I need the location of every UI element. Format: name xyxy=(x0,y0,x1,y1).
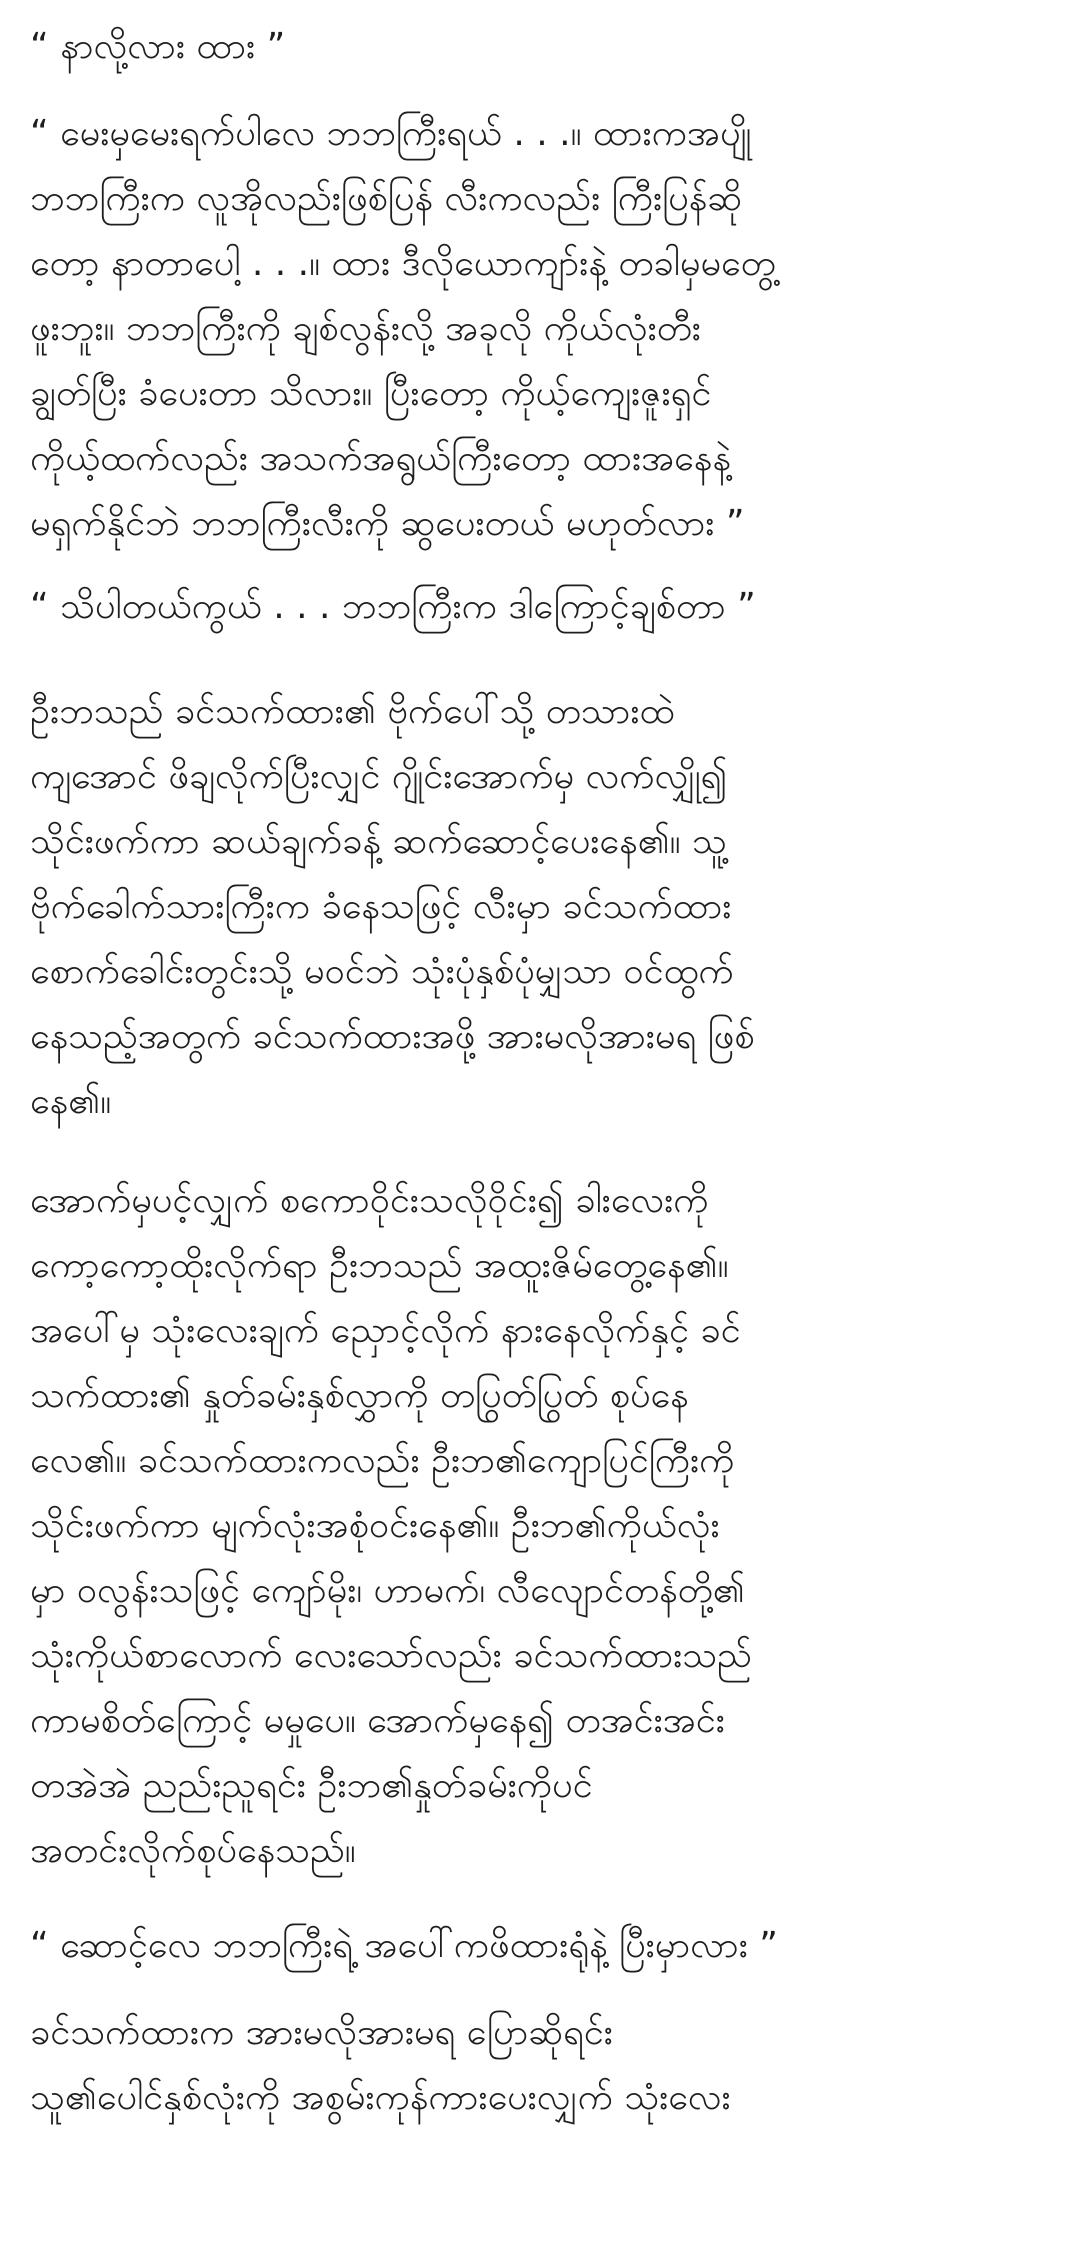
text-line: ဦးဘသည် ခင်သက်ထား၏ ဗိုက်ပေါ်သို့ တသားထဲ xyxy=(30,691,675,732)
dialogue-paragraph xyxy=(30,14,1060,79)
text-line: “ နာလို့လား ထား ” xyxy=(30,26,286,67)
narration-paragraph xyxy=(30,2000,1060,2130)
text-line: အပေါ်မှ သုံးလေးချက် ညှောင့်လိုက် နားနေလိုက်နှင့် ခင် xyxy=(30,1310,741,1351)
text-line: “ သိပါတယ်ကွယ် . . . ဘဘကြီးက ဒါကြောင့်ချစ်တာ ” xyxy=(30,586,756,627)
text-line: သူ၏ပေါင်နှစ်လုံးကို အစွမ်းကုန်ကားပေးလျှက် သုံးလေး xyxy=(30,2077,731,2118)
text-line: မရှက်နိုင်ဘဲ ဘဘကြီးလီးကို ဆွပေးတယ် မဟုတ်လား ” xyxy=(30,503,745,544)
text-line: “ ဆောင့်လေ ဘဘကြီးရဲ့ အပေါ်ကဖိထားရုံနဲ့ ပြီးမှာလား ” xyxy=(30,1925,778,1966)
text-line: ဘဘကြီးက လူအိုလည်းဖြစ်ပြန် လီးကလည်း ကြီးပြန်ဆို xyxy=(30,178,743,219)
dialogue-paragraph xyxy=(30,574,1060,639)
text-line: သိုင်းဖက်ကာ မျက်လုံးအစုံဝင်းနေ၏။ ဦးဘ၏ကိုယ်လုံး xyxy=(30,1505,720,1546)
text-line: ချွတ်ပြီး ခံပေးတာ သိလား။ ပြီးတော့ ကိုယ့်ကျေးဇူးရှင် xyxy=(30,373,712,414)
dialogue-paragraph xyxy=(30,1913,1060,1978)
text-line: တော့ နာတာပေါ့ . . .။ ထား ဒီလိုယောကျာ်းနဲ့ တခါမှမတွေ့ xyxy=(30,243,776,284)
narration-paragraph xyxy=(30,1168,1060,1883)
text-line: တအဲအဲ ညည်းညူရင်း ဦးဘ၏နှုတ်ခမ်းကိုပင် xyxy=(30,1765,593,1806)
narration-paragraph xyxy=(30,679,1060,1134)
text-line: သုံးကိုယ်စာလောက် လေးသော်လည်း ခင်သက်ထားသည် xyxy=(30,1635,752,1676)
story-text xyxy=(30,14,1060,2130)
text-line: နေသည့်အတွက် ခင်သက်ထားအဖို့ အားမလိုအားမရ ဖြစ် xyxy=(30,1016,755,1057)
dialogue-paragraph xyxy=(30,101,1060,556)
text-line: ကော့ကော့ထိုးလိုက်ရာ ဦးဘသည် အထူးဇိမ်တွေ့နေ၏။ xyxy=(30,1245,729,1286)
text-line: ကာမစိတ်ကြောင့် မမှုပေ။ အောက်မှနေ၍ တအင်းအင်း xyxy=(30,1700,725,1741)
text-line: သိုင်းဖက်ကာ ဆယ်ချက်ခန့် ဆက်ဆောင့်ပေးနေ၏။ သူ့ xyxy=(30,821,727,862)
text-line: ခင်သက်ထားက အားမလိုအားမရ ပြောဆိုရင်း xyxy=(30,2012,613,2053)
text-line: စောက်ခေါင်းတွင်းသို့ မဝင်ဘဲ သုံးပုံနှစ်ပုံမျှသာ ဝင်ထွက် xyxy=(30,951,734,992)
text-line: အောက်မှပင့်လျှက် စကောဝိုင်းသလိုဝိုင်း၍ ခါးလေးကို xyxy=(30,1180,709,1221)
text-line: ကျအောင် ဖိချလိုက်ပြီးလျှင် ဂျိုင်းအောက်မှ လက်လျှို၍ xyxy=(30,756,728,797)
text-line: ဗိုက်ခေါက်သားကြီးက ခံနေသဖြင့် လီးမှာ ခင်သက်ထား xyxy=(30,886,732,927)
text-line: အတင်းလိုက်စုပ်နေသည်။ xyxy=(30,1830,356,1871)
text-line: သက်ထား၏ နှုတ်ခမ်းနှစ်လွှာကို တပြွတ်ပြွတ် စုပ်နေ xyxy=(30,1375,689,1416)
text-line: ကိုယ့်ထက်လည်း အသက်အရွယ်ကြီးတော့ ထားအနေနဲ့ xyxy=(30,438,731,479)
text-line: “ မေးမှမေးရက်ပါလေ ဘဘကြီးရယ် . . .။ ထားကအပျို xyxy=(30,113,752,154)
text-line: လေ၏။ ခင်သက်ထားကလည်း ဦးဘ၏ကျောပြင်ကြီးကို xyxy=(30,1440,735,1481)
text-line: ဖူးဘူး။ ဘဘကြီးကို ချစ်လွန်းလို့ အခုလို ကိုယ်လုံးတီး xyxy=(30,308,701,349)
text-line: နေ၏။ xyxy=(30,1081,112,1122)
text-line: မှာ ဝလွန်းသဖြင့် ကျော်မိုး၊ ဟာမက်၊ လီလျောင်တန်တို့၏ xyxy=(30,1570,745,1611)
